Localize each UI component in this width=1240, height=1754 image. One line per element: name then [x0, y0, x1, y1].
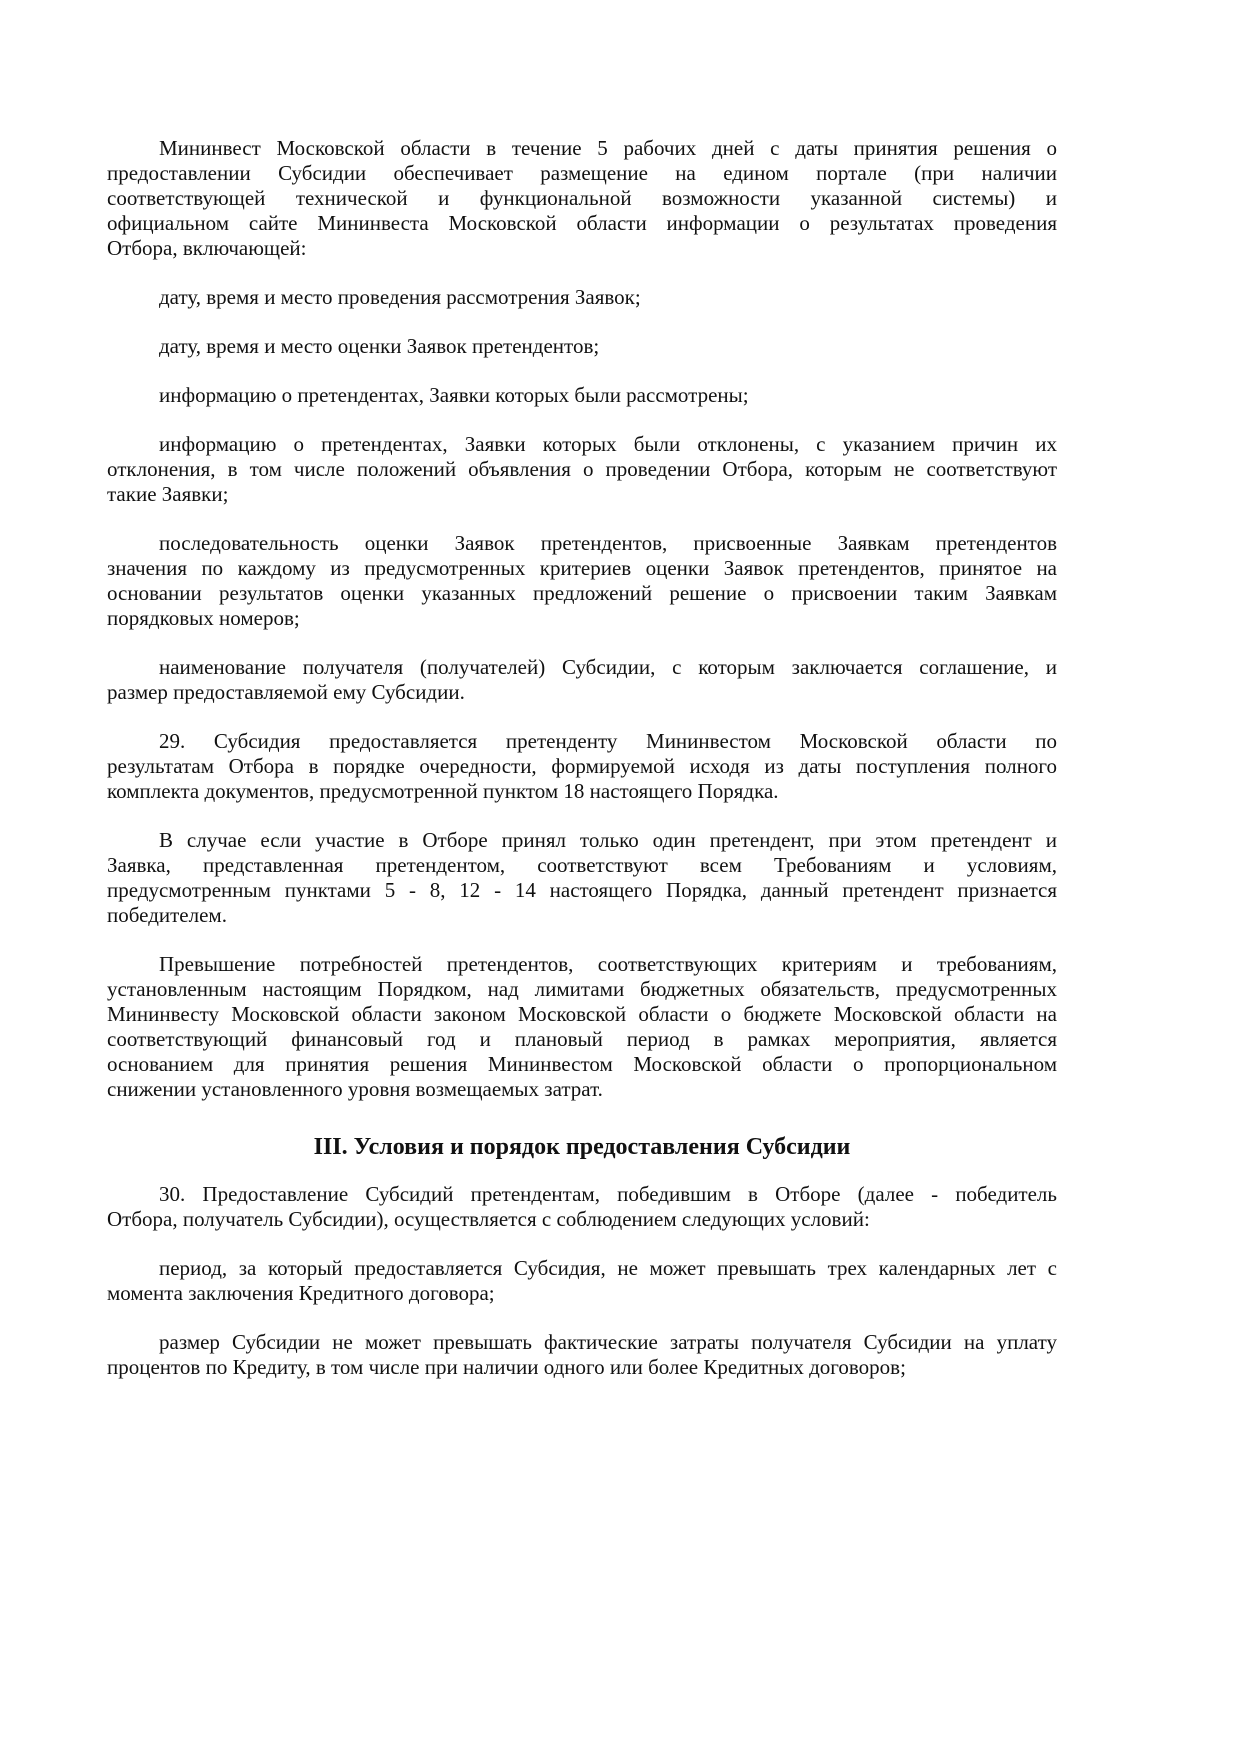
text-line: отклонения, в том числе положений объявления о проведении Отбора, которым не соответствуют	[107, 457, 1057, 481]
text-line: установленным настоящим Порядком, над лимитами бюджетных обязательств, предусмотренных	[107, 977, 1057, 1001]
text-line: официальном сайте Мининвеста Московской области информации о результатах проведения	[107, 211, 1057, 235]
text-line: результатам Отбора в порядке очередности, формируемой исходя из даты поступления полного	[107, 754, 1057, 778]
paragraph	[107, 383, 1057, 408]
text-line: Превышение потребностей претендентов, соответствующих критериям и требованиям,	[159, 952, 1057, 976]
text-line: Заявка, представленная претендентом, соответствуют всем Требованиям и условиям,	[107, 853, 1057, 877]
paragraph	[107, 952, 1057, 1102]
text-line: информацию о претендентах, Заявки которых были отклонены, с указанием причин их	[159, 432, 1057, 456]
text-line: предоставлении Субсидии обеспечивает размещение на едином портале (при наличии	[107, 161, 1057, 185]
text-line: такие Заявки;	[107, 482, 229, 506]
document-page	[107, 136, 1057, 1404]
text-line: соответствующий финансовый год и плановый период в рамках мероприятия, является	[107, 1027, 1057, 1051]
section-heading: III. Условия и порядок предоставления Субсидии	[313, 1134, 851, 1160]
text-line: 30. Предоставление Субсидий претендентам, победившим в Отборе (далее - победитель	[159, 1182, 1057, 1206]
text-line: Отбора, включающей:	[107, 236, 307, 260]
text-line: предусмотренным пунктами 5 - 8, 12 - 14 настоящего Порядка, данный претендент признается	[107, 878, 1057, 902]
paragraph	[107, 1256, 1057, 1306]
text-line: момента заключения Кредитного договора;	[107, 1281, 495, 1305]
text-line: снижении установленного уровня возмещаемых затрат.	[107, 1077, 603, 1101]
text-line: соответствующей технической и функциональной возможности указанной системы) и	[107, 186, 1057, 210]
text-line: дату, время и место проведения рассмотрения Заявок;	[159, 285, 641, 309]
text-line: информацию о претендентах, Заявки которых были рассмотрены;	[159, 383, 749, 407]
text-line: значения по каждому из предусмотренных критериев оценки Заявок претендентов, принятое на	[107, 556, 1057, 580]
paragraph	[107, 1330, 1057, 1380]
paragraph	[107, 136, 1057, 261]
paragraph	[107, 655, 1057, 705]
text-line: 29. Субсидия предоставляется претенденту Мининвестом Московской области по	[159, 729, 1057, 753]
text-line: размер Субсидии не может превышать фактические затраты получателя Субсидии на уплату	[159, 1330, 1057, 1354]
text-line: Мининвесту Московской области законом Московской области о бюджете Московской области на	[107, 1002, 1057, 1026]
text-line: Отбора, получатель Субсидии), осуществляется с соблюдением следующих условий:	[107, 1207, 870, 1231]
paragraph	[107, 285, 1057, 310]
text-line: дату, время и место оценки Заявок претендентов;	[159, 334, 600, 358]
text-line: победителем.	[107, 903, 227, 927]
text-line: период, за который предоставляется Субсидия, не может превышать трех календарных лет с	[159, 1256, 1057, 1280]
paragraph	[107, 334, 1057, 359]
text-line: порядковых номеров;	[107, 606, 300, 630]
text-line: комплекта документов, предусмотренной пунктом 18 настоящего Порядка.	[107, 779, 779, 803]
text-line: процентов по Кредиту, в том числе при наличии одного или более Кредитных договоров;	[107, 1355, 906, 1379]
paragraph	[107, 432, 1057, 507]
text-line: последовательность оценки Заявок претендентов, присвоенные Заявкам претендентов	[159, 531, 1057, 555]
text-line: Мининвест Московской области в течение 5 рабочих дней с даты принятия решения о	[159, 136, 1057, 160]
paragraph	[107, 828, 1057, 928]
text-line: В случае если участие в Отборе принял только один претендент, при этом претендент и	[159, 828, 1057, 852]
text-line: наименование получателя (получателей) Субсидии, с которым заключается соглашение, и	[159, 655, 1057, 679]
paragraph	[107, 729, 1057, 804]
paragraph	[107, 531, 1057, 631]
text-line: основании результатов оценки указанных предложений решение о присвоении таким Заявкам	[107, 581, 1057, 605]
text-line: размер предоставляемой ему Субсидии.	[107, 680, 465, 704]
paragraph	[107, 1182, 1057, 1232]
text-line: основанием для принятия решения Мининвестом Московской области о пропорциональном	[107, 1052, 1057, 1076]
